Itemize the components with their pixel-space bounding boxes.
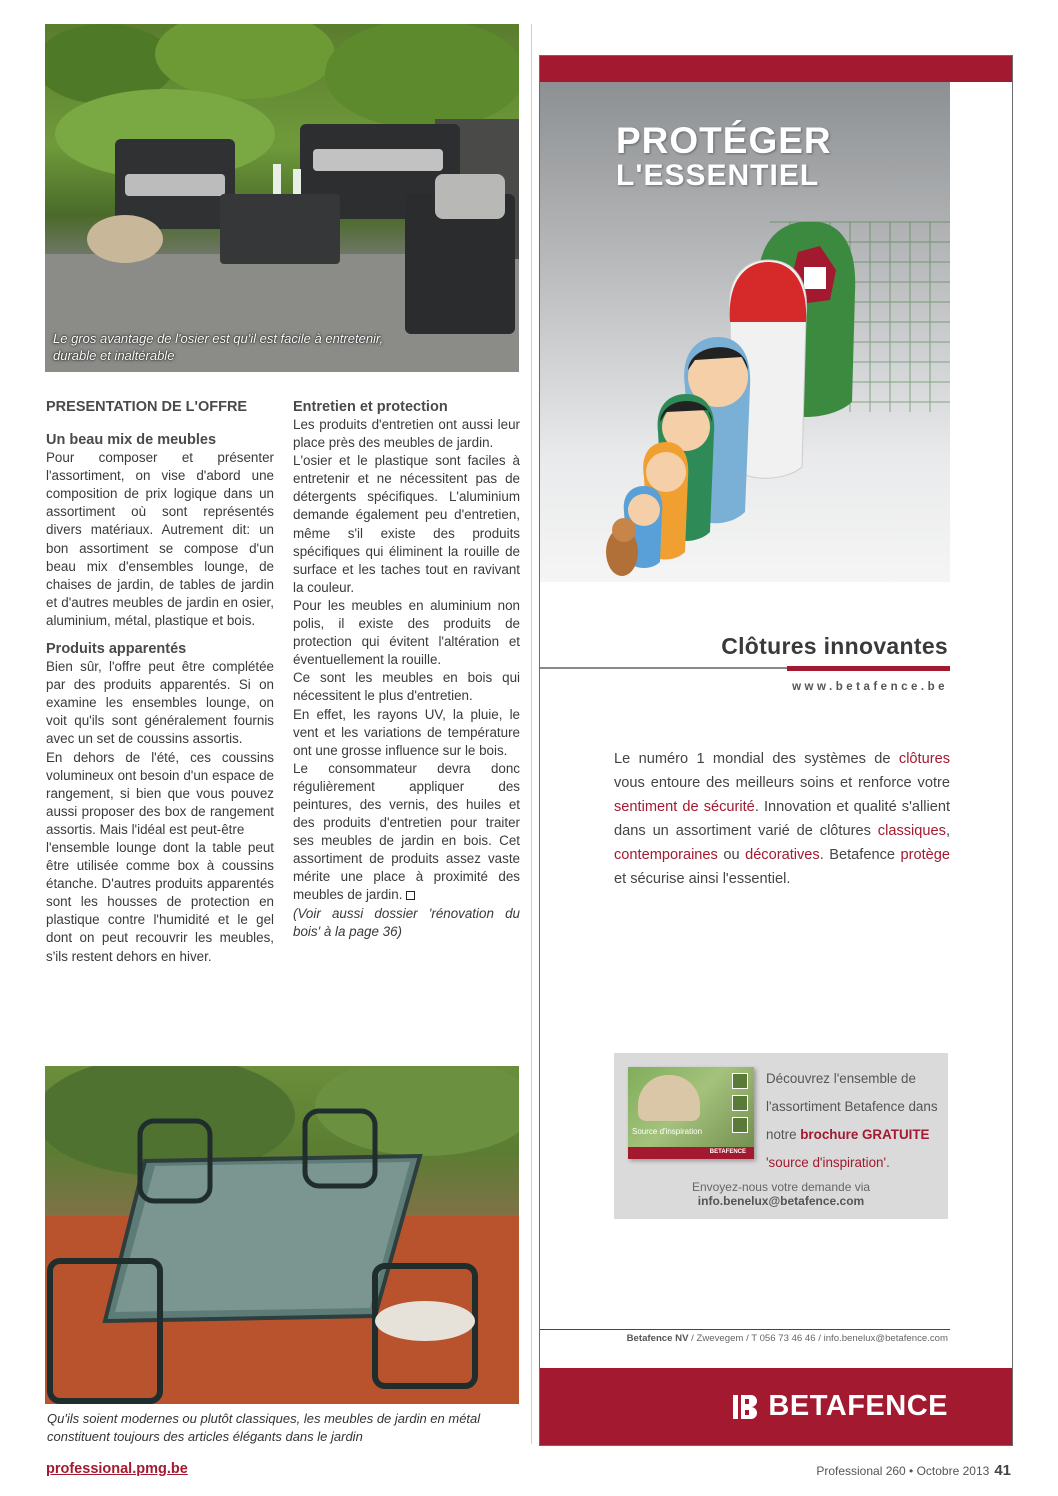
ad-footer-divider [540, 1329, 950, 1330]
paragraph: Ce sont les meubles en bois qui nécessitent le plus d'entretien. [293, 670, 520, 704]
paragraph: En dehors de l'été, ces coussins volumineux ont besoin d'un espace de rangement, si bien que vous pouvez aussi proposer des box de rangement assortis. Mais l'idéal est peut-être [46, 749, 274, 837]
ad-body-segment: et sécurise ainsi l'essentiel. [614, 871, 791, 887]
ad-body-text [614, 747, 950, 891]
paragraph-final [293, 760, 520, 905]
subhead-produits-apparentes: Produits apparentés [46, 641, 187, 658]
ad-body-segment: vous entoure des meilleurs soins et renforce votre [614, 775, 950, 791]
betafence-logo-text: BETAFENCE [768, 1390, 948, 1422]
column-divider [531, 24, 532, 1444]
brochure-free-label: brochure GRATUITE [800, 1127, 930, 1142]
ad-website-link[interactable]: www.betafence.be [792, 681, 948, 693]
paragraph-final-text: Le consommateur devra donc régulièrement appliquer des peintures, des vernis, des huiles et des produits d'entretien pour traiter ses meubles de jardin en bois. Cet assortiment de produits assez vaste mérite une place à proximité des meubles de jardin. [293, 760, 520, 903]
paragraph: Pour composer et présenter l'assortiment, on vise d'abord une composition de prix logique dans un assortiment où sont représentés divers matériaux. Autrement dit: un bon assortiment se compose d'un beau mix d'ensembles lounge, de chaises de jardin, de tables de jardin et d'autres meubles de jardin en osier, aluminium, métal, plastique et bois. [46, 450, 274, 628]
metal-furniture-illustration [45, 1066, 519, 1404]
wicker-lounge-illustration [45, 24, 519, 372]
subhead-entretien: Entretien et protection [293, 399, 448, 415]
brochure-name: 'source d'inspiration' [766, 1155, 887, 1170]
brochure-text-segment: . [886, 1155, 890, 1170]
page-number: 41 [994, 1462, 1011, 1479]
ad-footer-contact [627, 1333, 948, 1344]
ad-headline [616, 122, 832, 192]
ad-top-bar [540, 56, 1012, 82]
brochure-thumb-band [628, 1147, 754, 1159]
ad-hero-image [540, 82, 950, 582]
subhead-beau-mix: Un beau mix de meubles [46, 432, 217, 449]
paragraph: Les produits d'entretien ont aussi leur place près des meubles de jardin. [293, 417, 520, 451]
brochure-contact-prefix: Envoyez-nous votre demande via [691, 1180, 871, 1194]
article-note: (Voir aussi dossier 'rénovation du bois' à la page 36) [293, 905, 520, 939]
section-title: PRESENTATION DE L'OFFRE [46, 399, 248, 415]
paragraph: Pour les meubles en aluminium non polis, il existe des produits de protection qui évitent l'altération et éventuellement la rouille. [293, 597, 520, 668]
brochure-thumb-title: Source d'inspiration [632, 1127, 703, 1136]
paragraph: L'osier et le plastique sont faciles à entretenir et ne nécessitent pas de détergents spécifiques. L'aluminium demande également peu d'entretien, même s'il existe des produits spécifiques qui éliminent la rouille de surface et les taches tout en ravivant la couleur. [293, 453, 520, 595]
photo-wicker-lounge [45, 24, 519, 372]
ad-footer-company: Betafence NV [626, 1333, 689, 1344]
brochure-thumb-brand: BETAFENCE [709, 1149, 746, 1155]
ad-body-highlight: décoratives [745, 847, 820, 863]
brochure-thumbnail[interactable] [628, 1067, 754, 1159]
article-column-left [46, 398, 274, 966]
ad-footer-details: / Zwevegem / T 056 73 46 46 / info.benelux@betafence.com [688, 1333, 948, 1344]
article-column-right [293, 398, 520, 941]
ad-bottom-bar [540, 1368, 1012, 1445]
ad-body-highlight: sentiment de sécurité [614, 799, 755, 815]
ad-body-highlight: contemporaines [614, 847, 718, 863]
ad-body-segment: Le numéro 1 mondial des systèmes de [614, 751, 899, 767]
page-footer-info [816, 1462, 1011, 1479]
ad-headline-line-2: L'ESSENTIEL [616, 159, 820, 192]
ad-body-highlight: clôtures [898, 751, 950, 767]
photo-bottom-caption: Qu'ils soient modernes ou plutôt classiques, les meubles de jardin en métal constituent toujours des articles élégants dans le jardin [47, 1411, 481, 1444]
ad-headline-line-1: PROTÉGER [616, 120, 832, 161]
photo-metal-garden-furniture [45, 1066, 519, 1404]
brochure-thumb-square [732, 1095, 748, 1111]
ad-body-segment: . Betafence [819, 847, 901, 863]
brochure-box [614, 1053, 948, 1219]
ad-divider-red [787, 666, 950, 671]
brochure-cover-photo [638, 1075, 700, 1121]
brochure-contact [614, 1180, 948, 1208]
paragraph: l'ensemble lounge dont la table peut être utilisée comme box à coussins étanche. D'autres produits apparentés sont les housses de protection en plastique contre l'humidité et le gel dont on peut recouvrir les meubles, s'ils restent dehors en hiver. [46, 839, 274, 964]
ad-body-highlight: protège [900, 847, 950, 863]
brochure-thumb-square [732, 1073, 748, 1089]
issue-info: Professional 260 • Octobre 2013 [816, 1464, 990, 1478]
betafence-logo [732, 1390, 948, 1423]
brochure-text [766, 1065, 942, 1177]
brochure-contact-email[interactable]: info.benelux@betafence.com [697, 1194, 865, 1208]
site-link[interactable]: professional.pmg.be [46, 1461, 188, 1477]
ad-body-segment: , [945, 823, 950, 839]
paragraph: Bien sûr, l'offre peut être complétée par des produits apparentés. Si on examine les ensembles lounge, on voit qu'ils sont généralement fournis avec un set de coussins assortis. [46, 659, 274, 747]
ad-tagline: Clôtures innovantes [721, 633, 948, 659]
photo-top-caption: Le gros avantage de l'osier est qu'il est facile à entretenir, durable et inaltérable [53, 331, 384, 363]
ad-body-segment: ou [717, 847, 746, 863]
betafence-logo-icon [732, 1393, 760, 1421]
brochure-thumb-square [732, 1117, 748, 1133]
ad-body-highlight: classiques [877, 823, 946, 839]
betafence-advertisement [539, 55, 1013, 1446]
end-of-article-icon [406, 891, 415, 900]
brochure-text-segment: Découvrez l'ensemble de l'assortiment Betafence dans notre [766, 1071, 938, 1142]
paragraph: En effet, les rayons UV, la pluie, le vent et les variations de température ont une grosse influence sur le bois. [293, 706, 520, 758]
ad-body-segment: . Innovation et qualité s'allient dans un assortiment varié de clôtures [614, 799, 950, 839]
